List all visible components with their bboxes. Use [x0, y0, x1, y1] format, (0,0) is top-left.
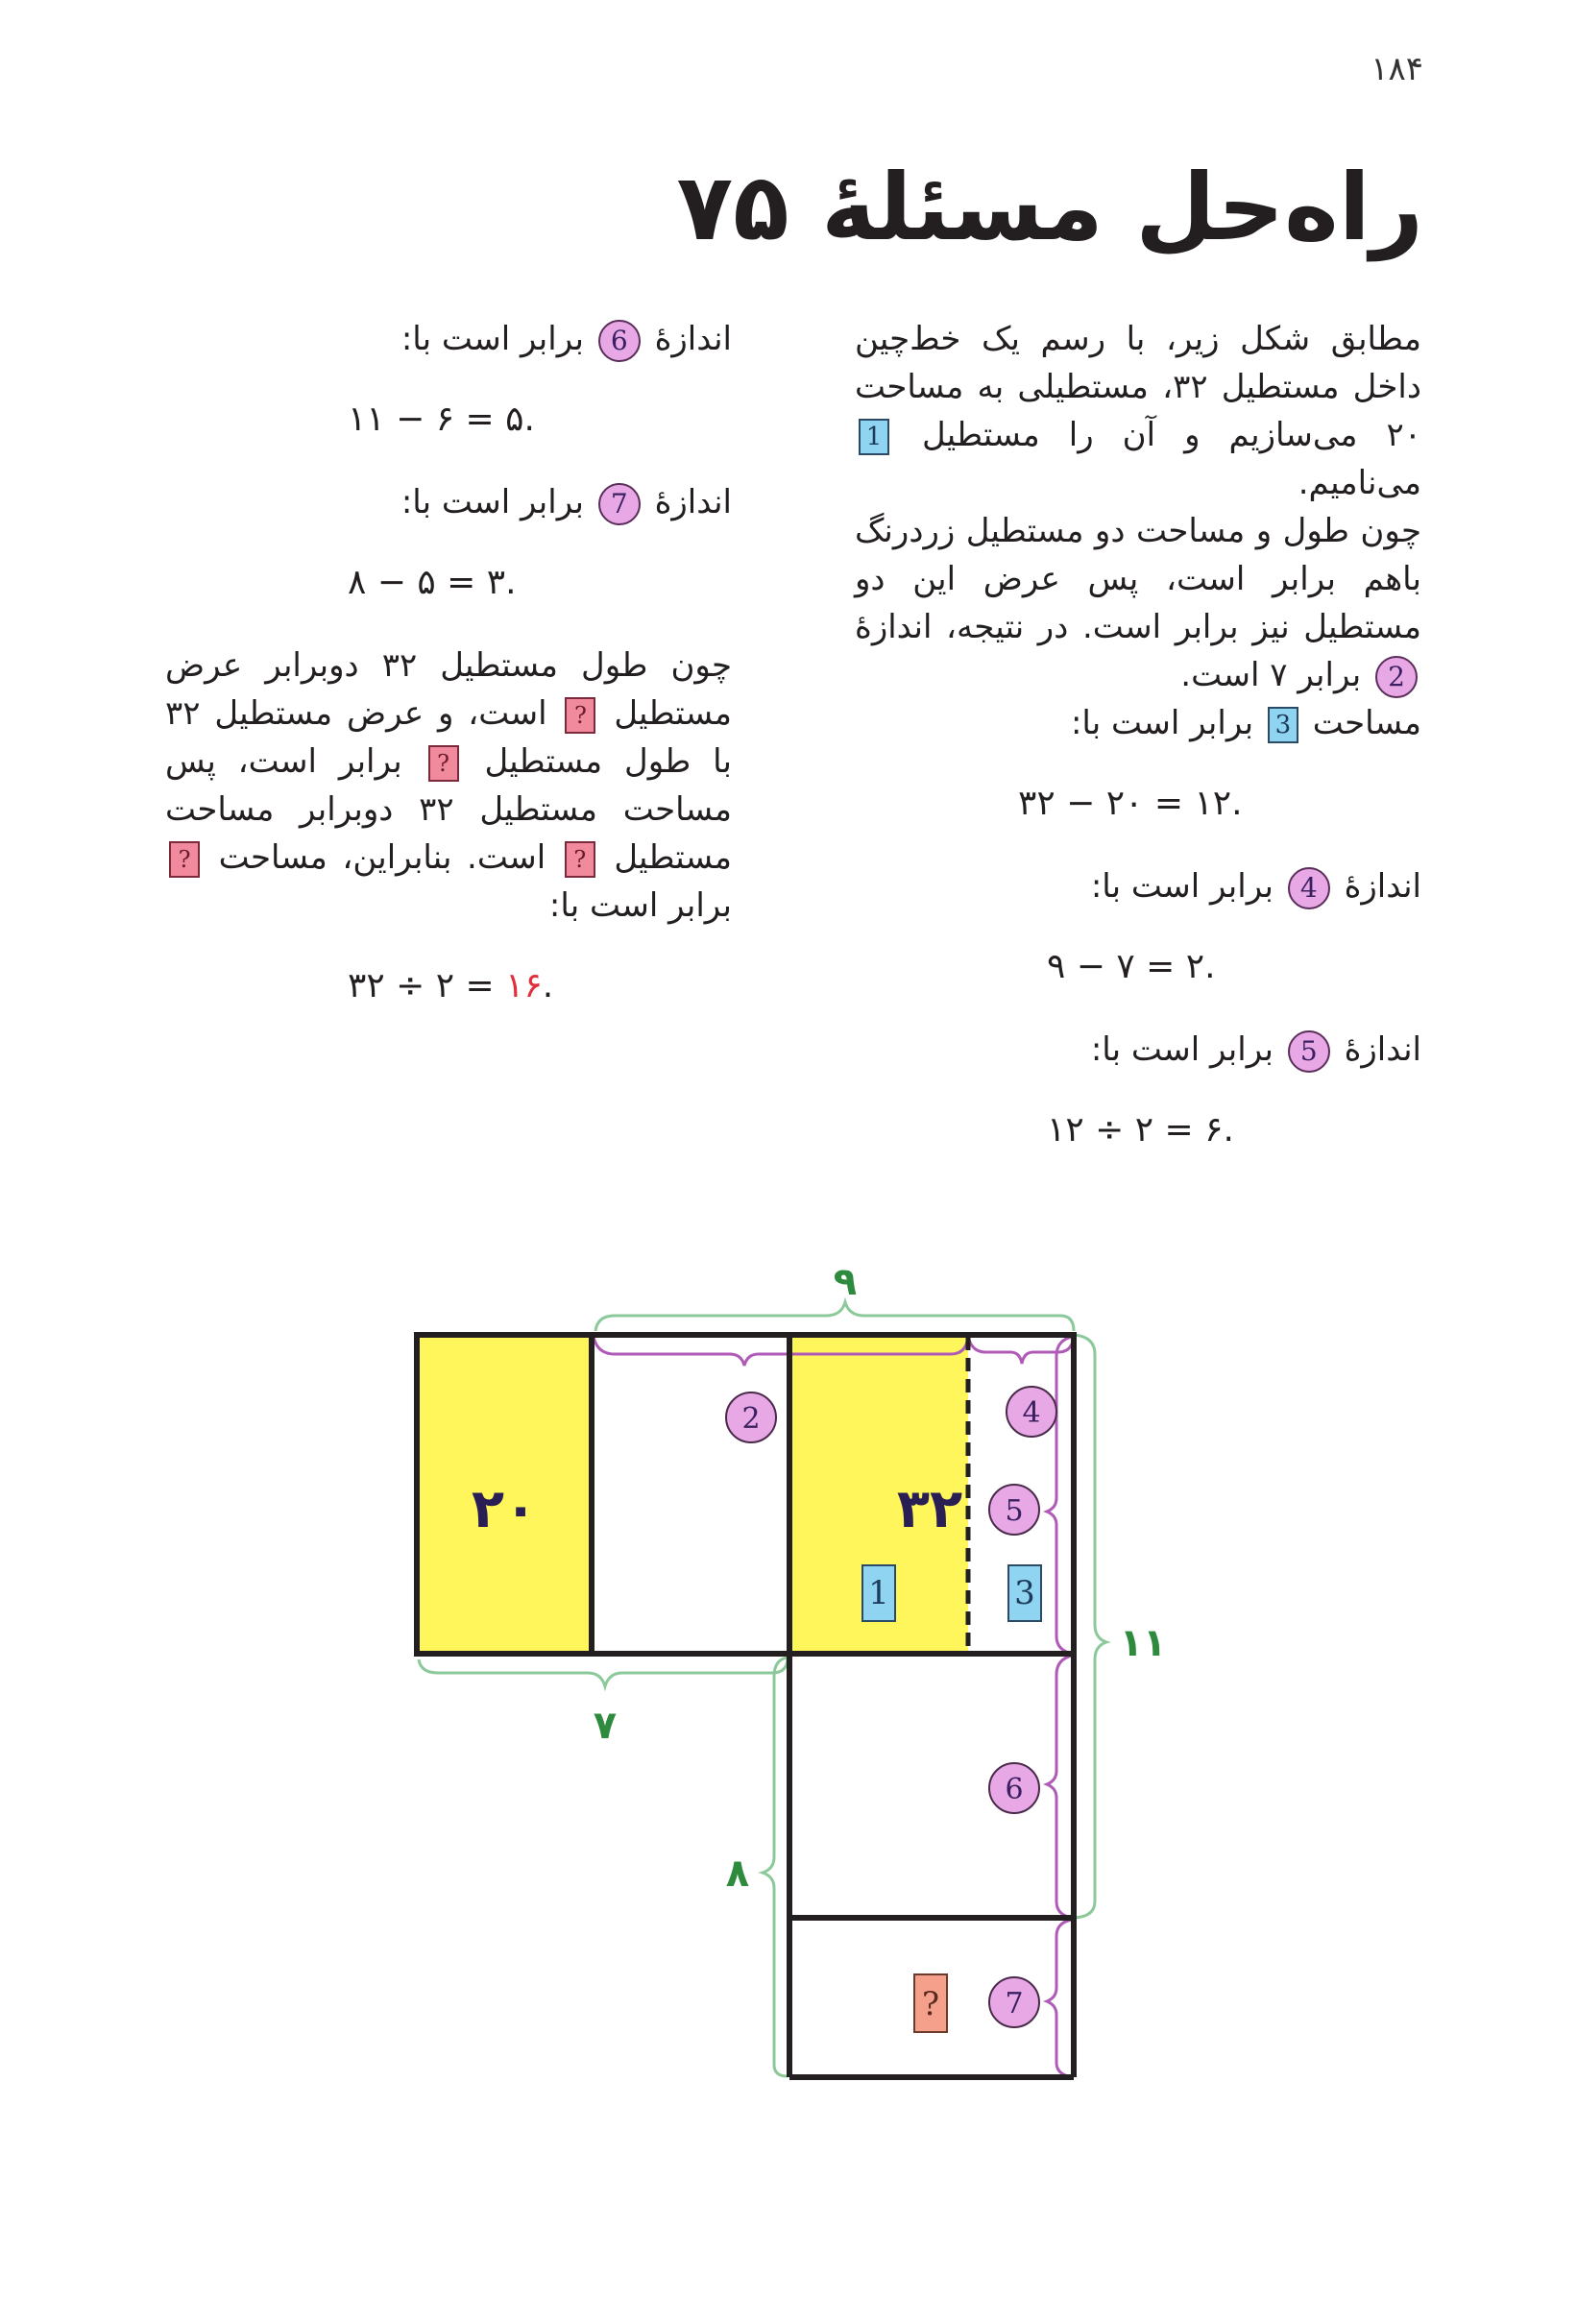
circle-marker-6-label: 6: [1005, 1773, 1024, 1806]
circle-marker-7: 7: [598, 483, 641, 525]
equation-6: [165, 962, 732, 1010]
dimension-label-8: ۸: [725, 1852, 750, 1896]
dimension-label-7: ۷: [593, 1704, 618, 1748]
circle-marker-7-label: 7: [1005, 1987, 1024, 2021]
page-title: راه‌حل مسئلهٔ ۷۵: [676, 154, 1423, 261]
unknown-marker: ?: [428, 745, 459, 782]
circle-marker-5-label: 5: [1005, 1494, 1024, 1528]
paragraph-4: [855, 862, 1421, 910]
text: برابر است با:: [548, 886, 732, 925]
text: می‌نامیم.: [1298, 464, 1421, 502]
right-column: [855, 315, 1421, 1189]
equation-1: ۳۲ − ۲۰ = ۱۲.: [1018, 784, 1243, 823]
paragraph-5: [855, 1026, 1421, 1074]
paragraph-2: [855, 507, 1421, 699]
text: برابر است با:: [1070, 704, 1254, 742]
brace-7: [1047, 1920, 1072, 2077]
unknown-marker: ?: [565, 697, 595, 734]
paragraph-3: [855, 699, 1421, 747]
text: اندازهٔ: [654, 483, 732, 521]
brace-bottom-7: [419, 1658, 788, 1686]
left-column: [165, 315, 732, 1045]
circle-marker-4: 4: [1288, 867, 1330, 909]
text: برابر ۷ است.: [1180, 656, 1362, 694]
area-label-20: ۲۰: [471, 1478, 538, 1540]
text: برابر است با:: [1090, 867, 1274, 906]
equation-lhs: ۳۲ ÷ ۲ =: [348, 966, 506, 1005]
equation-3: ۱۲ ÷ ۲ = ۶.: [1047, 1110, 1234, 1150]
text: برابر است با:: [400, 320, 584, 358]
brace-6: [1047, 1656, 1072, 1918]
circle-marker-5: 5: [1288, 1030, 1330, 1073]
circle-marker-2: 2: [1375, 656, 1418, 698]
equation-5: ۸ − ۵ = ۳.: [348, 563, 517, 602]
text: اندازهٔ: [654, 320, 732, 358]
paragraph-8: [165, 642, 732, 930]
circle-marker-4-label: 4: [1022, 1396, 1041, 1430]
page-number: ۱۸۴: [1371, 50, 1423, 88]
rect-white-top: [592, 1335, 789, 1654]
text: اندازهٔ: [1344, 1030, 1421, 1069]
circle-marker-2-label: 2: [741, 1402, 761, 1436]
text: برابر است با:: [400, 483, 584, 521]
equation-2: ۹ − ۷ = ۲.: [1047, 947, 1216, 986]
text: برابر است، پس مساحت مستطیل ۳۲ دوبرابر مساحت مستطیل: [165, 742, 733, 877]
brace-left-8: [763, 1658, 788, 2076]
brace-top-9: [595, 1302, 1074, 1331]
box-marker-3: 3: [1268, 707, 1298, 743]
paragraph-6: [165, 315, 732, 363]
area-label-32: ۳۲: [896, 1478, 963, 1540]
box-marker-3-label: 3: [1014, 1574, 1035, 1612]
text: است، و عرض مستطیل ۳۲ با طول مستطیل: [165, 694, 732, 781]
text: برابر است با:: [1090, 1030, 1274, 1069]
box-marker-1: 1: [859, 419, 889, 455]
dimension-label-9: ۹: [833, 1260, 858, 1304]
unknown-box-label: ?: [921, 1985, 940, 2023]
equation-4: ۱۱ − ۶ = ۵.: [348, 399, 535, 439]
text: اندازهٔ: [1344, 867, 1421, 906]
text: است. بنابراین، مساحت: [218, 838, 546, 877]
dimension-label-11: ۱۱: [1119, 1621, 1167, 1665]
unknown-marker: ?: [169, 841, 200, 878]
circle-marker-6: 6: [598, 320, 641, 362]
text: مطابق شکل زیر، با رسم یک خط‌چین داخل مستطیل ۳۲، مستطیلی به مساحت ۲۰ می‌سازیم و آن را مستطیل: [855, 320, 1422, 454]
unknown-marker: ?: [565, 841, 595, 878]
rectangle-diagram: [0, 1248, 1577, 2113]
text: مساحت: [1312, 704, 1421, 742]
paragraph-1: [855, 315, 1421, 507]
text: چون طول و مساحت دو مستطیل زردرنگ باهم برابر است، پس عرض این دو مستطیل نیز برابر است. در نتیجه، اندازهٔ: [855, 512, 1421, 646]
equation-end: .: [542, 966, 554, 1005]
equation-result: ۱۶: [505, 966, 543, 1005]
box-marker-1-label: 1: [868, 1574, 889, 1612]
paragraph-7: [165, 478, 732, 526]
brace-right-11: [1074, 1335, 1106, 1918]
text: چون طول مستطیل ۳۲ دوبرابر عرض مستطیل: [165, 646, 733, 733]
